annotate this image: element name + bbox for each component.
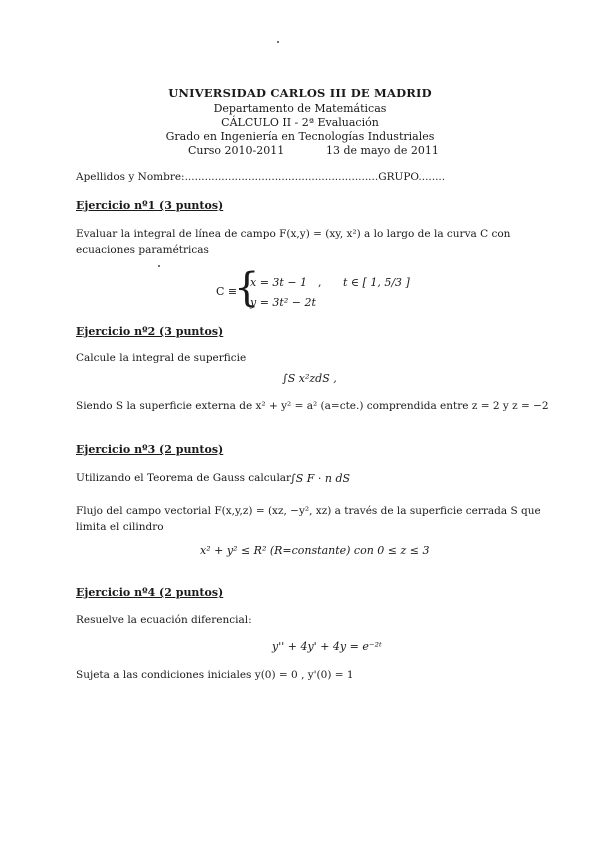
- exercise-2-text: Calcule la integral de superficie: [76, 352, 247, 364]
- exercise-4-title: Ejercicio nº4 (2 puntos): [76, 586, 224, 599]
- separator-comma: ,: [318, 276, 322, 289]
- exercise-1-text: Evaluar la integral de línea de campo F(x,y) = (xy, x²) a lo largo de la curva C con: [76, 228, 511, 240]
- university-title: UNIVERSIDAD CARLOS III DE MADRID: [168, 86, 432, 100]
- flux-integral: ∫S F · n dS: [290, 472, 351, 485]
- group-label: GRUPO: [378, 171, 419, 183]
- name-field[interactable]: ..........................................................: [184, 171, 379, 183]
- param-range: t ∈ [ 1, 5/3 ]: [343, 276, 410, 289]
- exercise-3-field: Flujo del campo vectorial F(x,y,z) = (xz, −y², xz) a través de la superficie cerrada S que: [76, 505, 541, 517]
- exercise-1-text-cont: ecuaciones paramétricas: [76, 244, 209, 256]
- name-label: Apellidos y Nombre:: [76, 171, 185, 183]
- exercise-4-text: Resuelve la ecuación diferencial:: [76, 614, 252, 626]
- exercise-3-title: Ejercicio nº3 (2 puntos): [76, 443, 224, 456]
- student-info-line: [76, 171, 445, 183]
- exercise-3-text-cont: limita el cilindro: [76, 521, 164, 533]
- differential-equation: y'' + 4y' + 4y = e⁻²ᵗ: [272, 640, 382, 653]
- surface-integral: ∫S x²zdS ,: [282, 372, 337, 385]
- brace-icon: {: [234, 265, 260, 311]
- group-field[interactable]: ........: [418, 171, 446, 183]
- param-eq-x: x = 3t − 1: [250, 276, 308, 289]
- curve-label: C ≡: [216, 285, 238, 298]
- exercise-1-title: Ejercicio nº1 (3 puntos): [76, 199, 224, 212]
- exercise-2-title: Ejercicio nº2 (3 puntos): [76, 325, 224, 338]
- param-eq-y: y = 3t² − 2t: [250, 296, 316, 309]
- course-title: CÁLCULO II - 2ª Evaluación: [221, 116, 379, 129]
- scan-speck: [277, 41, 279, 43]
- cylinder-region: x² + y² ≤ R² (R=constante) con 0 ≤ z ≤ 3: [200, 544, 430, 557]
- academic-year: Curso 2010-2011: [188, 144, 285, 157]
- exercise-2-condition: Siendo S la superficie externa de x² + y² = a² (a=cte.) comprendida entre z = 2 y z = −2: [76, 400, 549, 412]
- exam-date: 13 de mayo de 2011: [326, 144, 439, 157]
- scan-speck: [158, 265, 160, 267]
- initial-conditions: Sujeta a las condiciones iniciales y(0) = 0 , y'(0) = 1: [76, 669, 354, 681]
- degree: Grado en Ingeniería en Tecnologías Industriales: [165, 130, 435, 143]
- department: Departamento de Matemáticas: [213, 102, 387, 115]
- exercise-3-text: Utilizando el Teorema de Gauss calcular: [76, 472, 292, 484]
